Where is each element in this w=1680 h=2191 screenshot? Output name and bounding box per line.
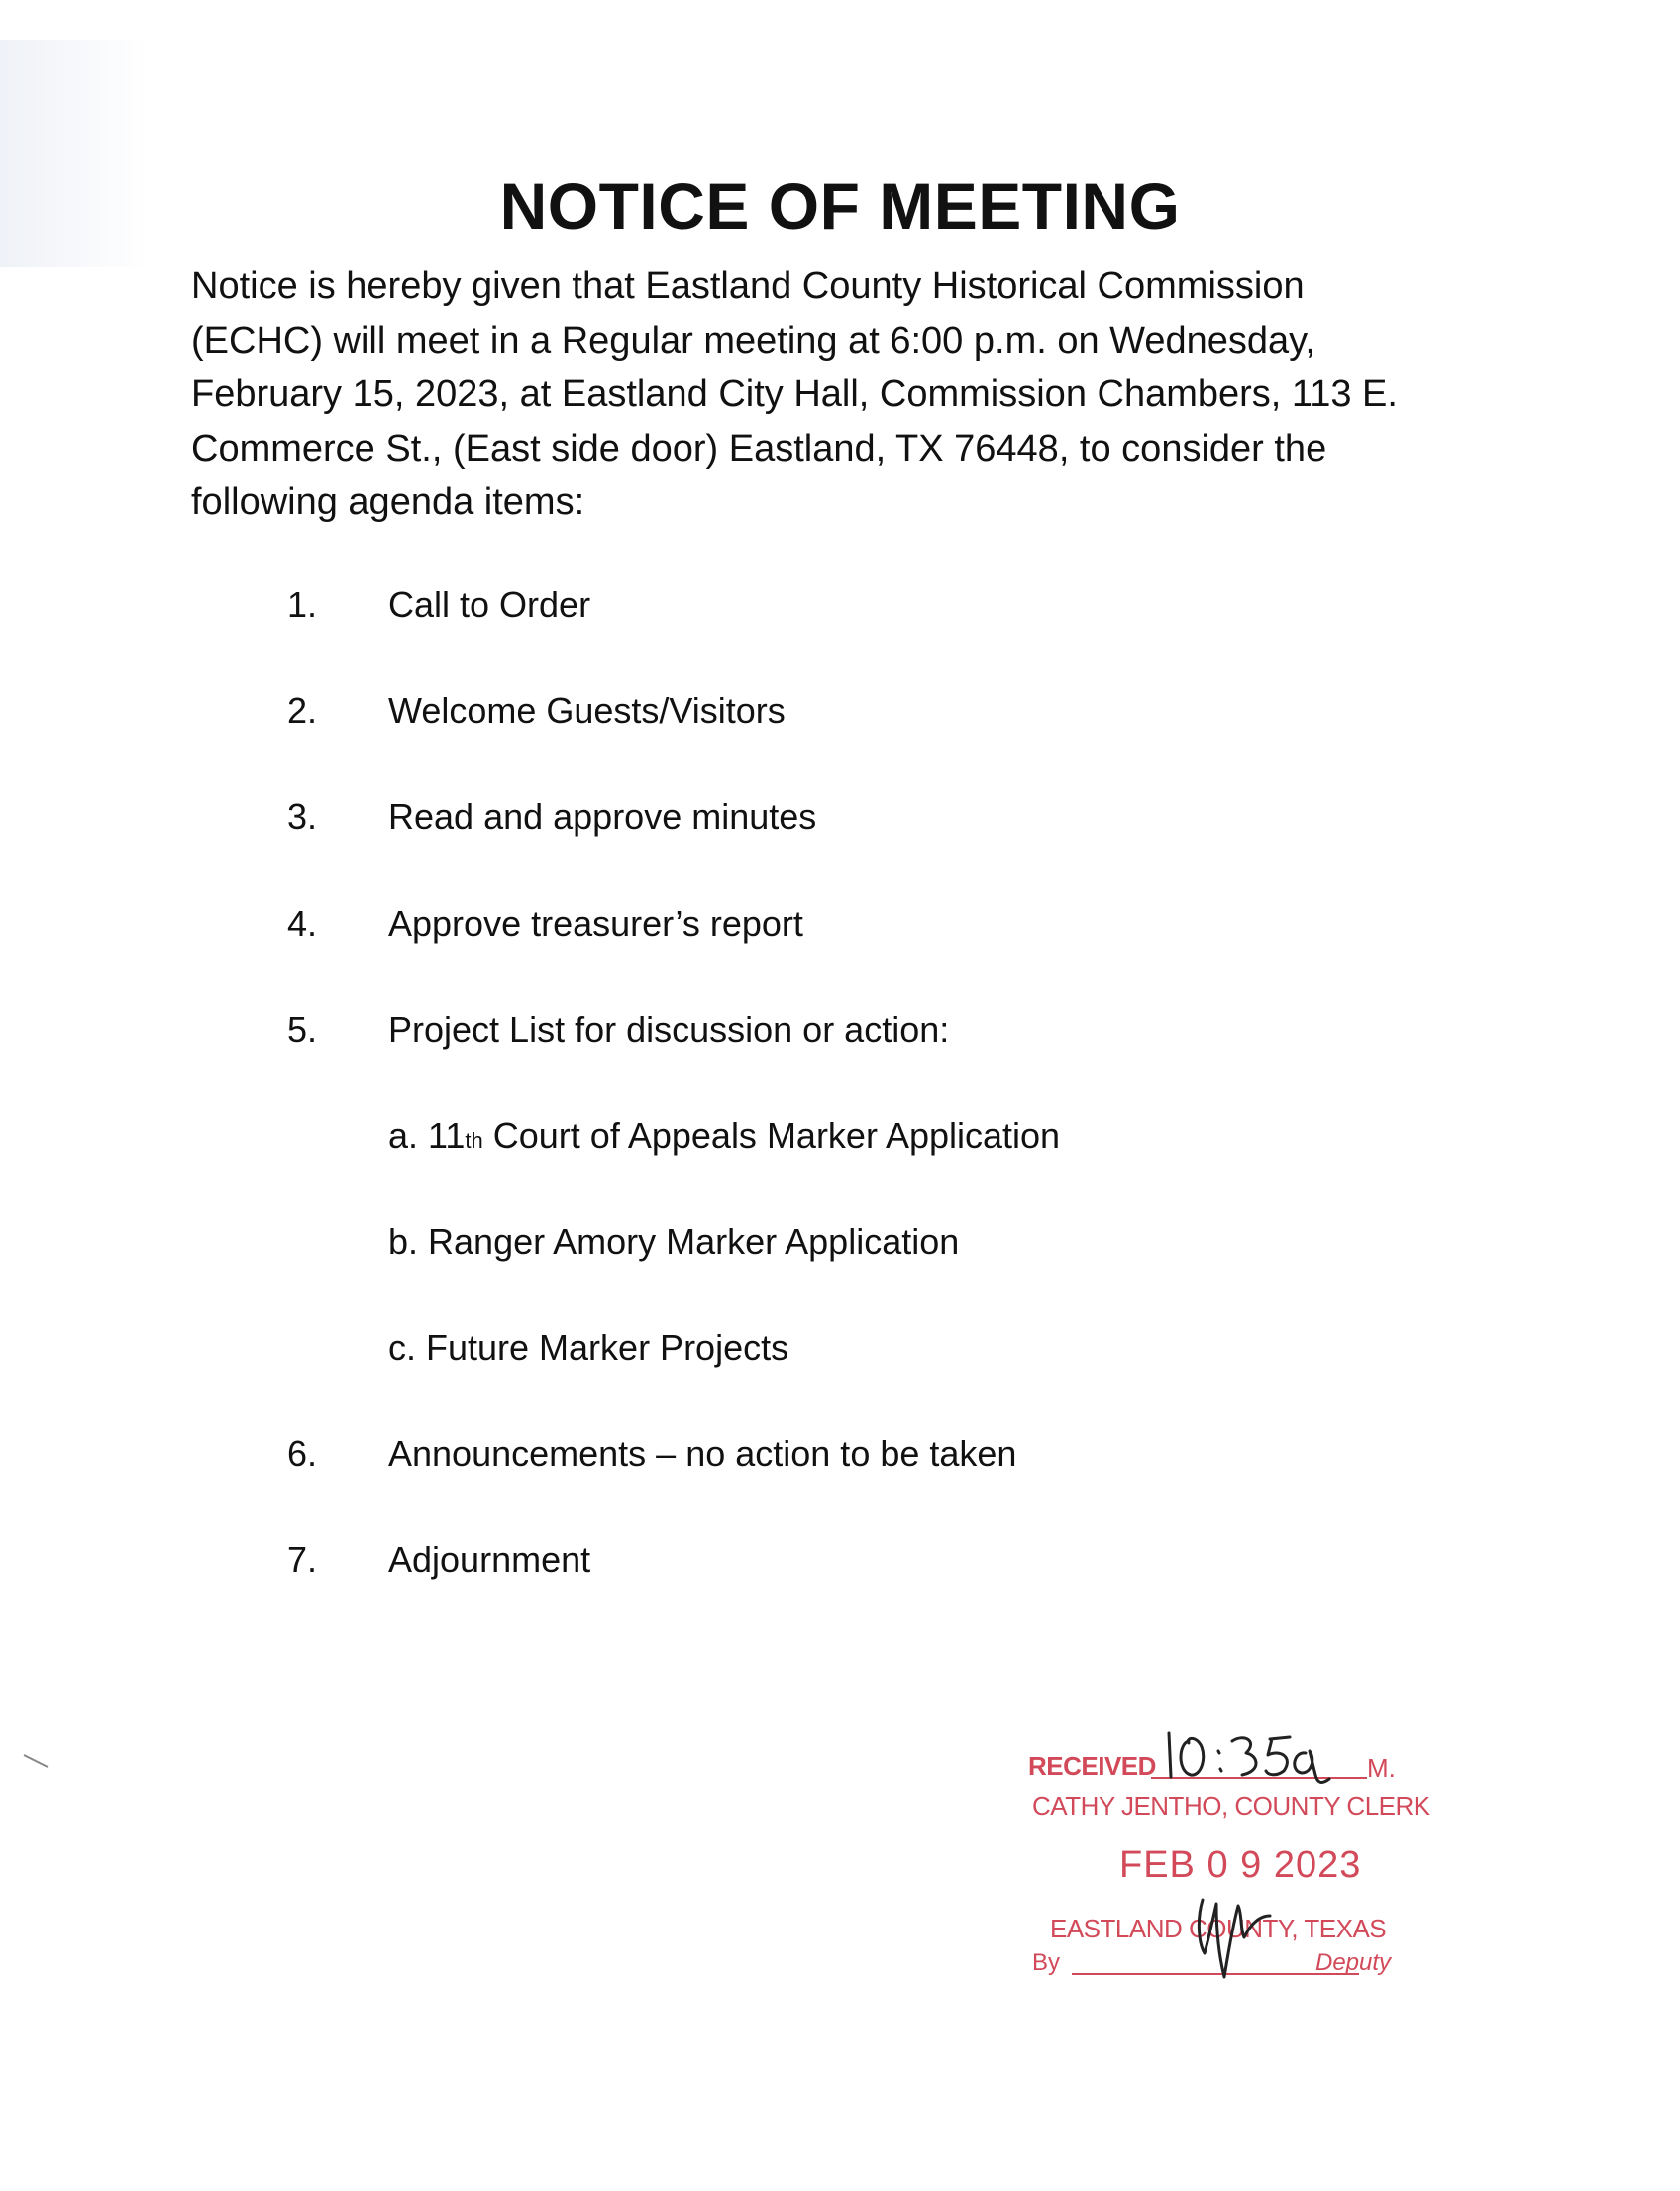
handwritten-signature xyxy=(1199,1900,1270,1977)
intro-line: Commerce St., (East side door) Eastland, TX 76448, to consider the xyxy=(191,427,1327,470)
intro-line: February 15, 2023, at Eastland City Hall, Commission Chambers, 113 E. xyxy=(191,373,1398,415)
stamp-county: EASTLAND COUNTY, TEXAS xyxy=(1050,1914,1387,1943)
agenda-number: 6. xyxy=(287,1433,318,1474)
agenda-number: 2. xyxy=(287,690,318,731)
agenda-number: 1. xyxy=(287,584,318,625)
scan-artifact xyxy=(22,1753,52,1769)
handwriting-marks xyxy=(1020,1694,1436,1991)
intro-line: Notice is hereby given that Eastland County Historical Commission xyxy=(191,265,1305,307)
stamp-m: M. xyxy=(1367,1753,1396,1783)
agenda-subitem xyxy=(388,1115,1060,1157)
agenda-item: Approve treasurer’s report xyxy=(388,903,803,944)
agenda-item: Call to Order xyxy=(388,584,591,625)
page-title: NOTICE OF MEETING xyxy=(499,169,1181,243)
agenda-number: 7. xyxy=(287,1539,318,1580)
superscript: th xyxy=(465,1128,483,1153)
agenda-item: Announcements – no action to be taken xyxy=(388,1433,1017,1474)
stamp-clerk: CATHY JENTHO, COUNTY CLERK xyxy=(1032,1791,1430,1821)
stamp-deputy: Deputy xyxy=(1315,1949,1392,1976)
agenda-item: Read and approve minutes xyxy=(388,796,817,837)
subitem-text: Court of Appeals Marker Application xyxy=(482,1115,1061,1156)
agenda-subitem: c. Future Marker Projects xyxy=(388,1327,789,1368)
subitem-prefix: a. 11 xyxy=(388,1115,466,1156)
agenda-number: 5. xyxy=(287,1009,318,1050)
handwritten-time xyxy=(1169,1733,1329,1782)
intro-line: following agenda items: xyxy=(191,481,585,523)
stamp-by: By xyxy=(1032,1949,1061,1976)
intro-line: (ECHC) will meet in a Regular meeting at 6:00 p.m. on Wednesday, xyxy=(191,319,1315,362)
agenda-number: 4. xyxy=(287,903,318,944)
agenda-item: Welcome Guests/Visitors xyxy=(388,690,786,731)
agenda-item: Project List for discussion or action: xyxy=(388,1009,950,1050)
stamp-received: RECEIVED xyxy=(1028,1751,1156,1781)
agenda-item: Adjournment xyxy=(388,1539,591,1580)
agenda-subitem: b. Ranger Amory Marker Application xyxy=(388,1221,960,1262)
agenda-number: 3. xyxy=(287,796,318,837)
intro-paragraph xyxy=(191,260,1499,530)
stamp-date: FEB 0 9 2023 xyxy=(1119,1844,1362,1886)
